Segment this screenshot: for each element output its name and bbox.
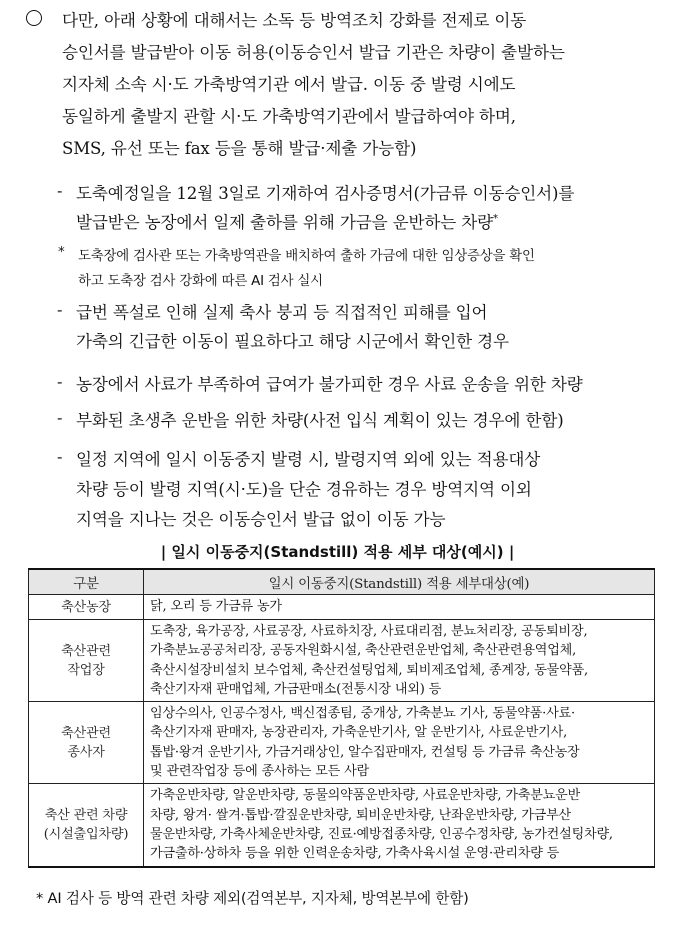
intro-line-2: 승인서를 발급받아 이동 허용(이동승인서 발급 기관은 차량이 출발하는 <box>62 43 565 62</box>
item4-line-1: 부화된 초생추 운반을 위한 차량(사전 입식 계획이 있는 경우에 한함) <box>76 411 564 430</box>
dash-bullet: - <box>57 447 63 466</box>
row-detail: 도축장, 육가공장, 사료공장, 사료하치장, 사료대리점, 분뇨처리장, 공동퇴비장, 가축분뇨공공처리장, 공동자원화시설, 축산관련운반업체, 축산관련용역업체, 축산시설장비설치 보수업체, 축산컨설팅업체, 퇴비제조업체, 종계장, 동물약품, 축산기자재 판매업체, 가금판매소(전통시장 내외) 등 <box>144 620 655 702</box>
item1-line-1: 도축예정일을 12월 3일로 기재하여 검사증명서(가금류 이동승인서)를 <box>76 184 575 203</box>
table-row <box>29 702 655 784</box>
dash-bullet: - <box>57 300 63 319</box>
row-detail: 닭, 오리 등 가금류 농가 <box>144 595 655 620</box>
item5-line-3: 지역을 지나는 것은 이동승인서 발급 없이 이동 가능 <box>76 510 446 529</box>
table-header-row <box>29 569 655 595</box>
footnote-mark: * <box>58 245 65 260</box>
item5-line-2: 차량 등이 발령 지역(시·도)을 단순 경유하는 경우 방역지역 이외 <box>76 480 532 499</box>
table-row <box>29 620 655 702</box>
table-row <box>29 784 655 867</box>
item2-line-2: 가축의 긴급한 이동이 필요하다고 해당 시군에서 확인한 경우 <box>76 332 509 351</box>
table-row <box>29 595 655 620</box>
item2-line-1: 급번 폭설로 인해 실제 축사 붕괴 등 직접적인 피해를 입어 <box>76 303 488 322</box>
intro-line-4: 동일하게 출발지 관할 시·도 가축방역기관에서 발급하여야 하며, <box>62 107 516 126</box>
header-category: 구분 <box>29 569 144 595</box>
table-title: | 일시 이동중지(Standstill) 적용 세부 대상(예시) | <box>160 543 515 561</box>
footnote-line-1: 도축장에 검사관 또는 가축방역관을 배치하여 출하 가금에 대한 임상증상을 확인 <box>78 249 535 264</box>
bottom-note: * AI 검사 등 방역 관련 차량 제외(검역본부, 지자체, 방역본부에 한함) <box>36 890 469 907</box>
intro-line-5: SMS, 유선 또는 fax 등을 통해 발급·제출 가능함) <box>62 139 417 158</box>
standstill-target-table <box>28 568 655 868</box>
row-category: 축산농장 <box>29 595 144 620</box>
footnote-line-2: 하고 도축장 검사 강화에 따른 AI 검사 실시 <box>78 274 323 289</box>
row-detail: 임상수의사, 인공수정사, 백신접종팀, 중개상, 가축분뇨 기사, 동물약품·사료· 축산기자재 판매자, 농장관리자, 가축운반기사, 알 운반기사, 사료운반기사, 톱밥·왕겨 운반기사, 가금거래상인, 알수집판매자, 컨설팅 등 가금류 축산농장 및 관련작업장 등에 종사하는 모든 사람 <box>144 702 655 784</box>
dash-bullet: - <box>57 372 63 391</box>
header-detail: 일시 이동중지(Standstill) 적용 세부대상(예) <box>144 569 655 595</box>
dash-bullet: - <box>57 181 63 200</box>
row-category: 축산관련 작업장 <box>29 620 144 702</box>
intro-line-3: 지자체 소속 시·도 가축방역기관 에서 발급. 이동 중 발령 시에도 <box>62 75 516 94</box>
item5-line-1: 일정 지역에 일시 이동중지 발령 시, 발령지역 외에 있는 적용대상 <box>76 450 541 469</box>
row-category: 축산 관련 차량 (시설출입차량) <box>29 784 144 867</box>
circle-bullet-icon <box>26 10 42 26</box>
dash-bullet: - <box>57 408 63 427</box>
item3-line-1: 농장에서 사료가 부족하여 급여가 불가피한 경우 사료 운송을 위한 차량 <box>76 375 583 394</box>
item1-line-2: 발급받은 농장에서 일제 출하를 위해 가금을 운반하는 차량* <box>76 213 498 232</box>
row-detail: 가축운반차량, 알운반차량, 동물의약품운반차량, 사료운반차량, 가축분뇨운반 차량, 왕겨· 쌀겨·톱밥·깔짚운반차량, 퇴비운반차량, 난좌운반차량, 가금부산 물운반차량, 가축사체운반차량, 진료·예방접종차량, 인공수정차량, 농가컨설팅차량, 가금출하·상하차 등을 위한 인력운송차량, 가축사육시설 운영·관리차량 등 <box>144 784 655 867</box>
row-category: 축산관련 종사자 <box>29 702 144 784</box>
intro-line-1: 다만, 아래 상황에 대해서는 소독 등 방역조치 강화를 전제로 이동 <box>62 11 527 30</box>
